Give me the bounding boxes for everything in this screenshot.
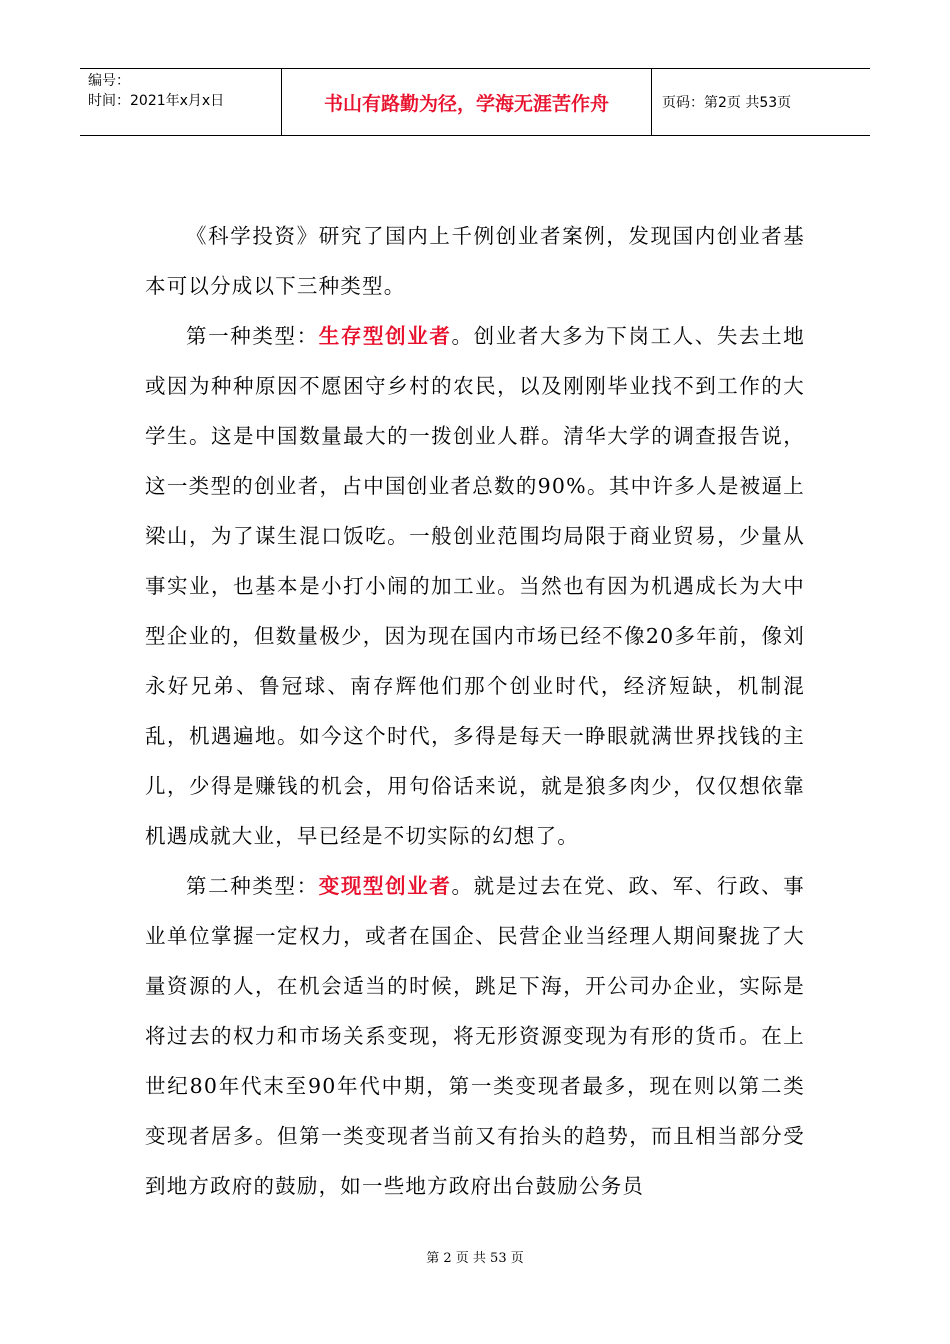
header-page-info: 页码：第2页 共53页 [662, 95, 792, 111]
document-body [145, 211, 805, 1211]
number-label: 编号： [88, 73, 130, 89]
paragraph-type-two [145, 861, 805, 1211]
page-footer: 第 2 页 共 53 页 [426, 1251, 524, 1266]
type-two-text: 。就是过去在党、政、军、行政、事业单位掌握一定权力，或者在国企、民营企业当经理人期间聚拢了大量资源的人，在机会适当的时候，跳足下海，开公司办企业，实际是将过去的权力和市场关系变现，将无形资源变现为有形的货币。在上世纪80年代末至90年代中期，第一类变现者最多，现在则以第二类变现者居多。但第一类变现者当前又有抬头的趋势，而且相当部分受到地方政府的鼓励，如一些地方政府出台鼓励公务员 [145, 874, 805, 1198]
paragraph-type-one [145, 311, 805, 861]
type-one-lead: 第一种类型： [186, 324, 319, 348]
header-meta [80, 69, 282, 135]
type-one-text: 。创业者大多为下岗工人、失去土地或因为种种原因不愿困守乡村的农民，以及刚刚毕业找不到工作的大学生。这是中国数量最大的一拨创业人群。清华大学的调查报告说，这一类型的创业者，占中国创业者总数的90%。其中许多人是被逼上梁山，为了谋生混口饭吃。一般创业范围均局限于商业贸易，少量从事实业，也基本是小打小闹的加工业。当然也有因为机遇成长为大中型企业的，但数量极少，因为现在国内市场已经不像20多年前，像刘永好兄弟、鲁冠球、南存辉他们那个创业时代，经济短缺，机制混乱，机遇遍地。如今这个时代，多得是每天一睁眼就满世界找钱的主儿，少得是赚钱的机会，用句俗话来说，就是狼多肉少，仅仅想依靠机遇成就大业，早已经是不切实际的幻想了。 [145, 324, 805, 848]
paragraph-intro: 《科学投资》研究了国内上千例创业者案例，发现国内创业者基本可以分成以下三种类型。 [145, 224, 805, 298]
type-two-highlight: 变现型创业者 [318, 874, 452, 898]
header-motto: 书山有路勤为径，学海无涯苦作舟 [282, 69, 652, 135]
type-one-highlight: 生存型创业者 [318, 324, 452, 348]
type-two-lead: 第二种类型： [186, 874, 319, 898]
time-label: 时间：2021年x月x日 [88, 93, 225, 109]
page-header [80, 68, 870, 136]
